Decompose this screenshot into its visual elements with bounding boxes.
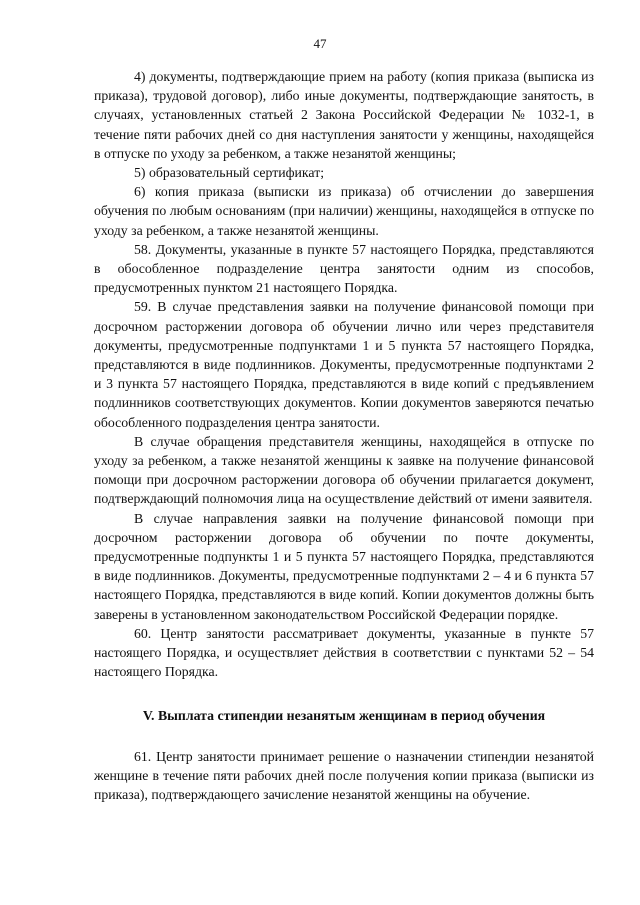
paragraph-subitem-5: 5) образовательный сертификат; [134, 165, 325, 181]
page-number: 47 [313, 36, 327, 51]
paragraph-59-by-mail: В случае направления заявки на получение финансовой помощи при досрочном расторжении договора об обучении по почте документы, предусмотренные подпункты 1 и 5 пункта 57 настоящего Порядка, представляются в виде подлинников. Документы, предусмотренные подпунктами 2 – 4 и 6 пункта 57 настоящего Порядка, представляются в виде копий. Копии документов должны быть заверены в установленном законодательством Российской Федерации порядке. [94, 510, 594, 622]
paragraph-61: 61. Центр занятости принимает решение о назначении стипендии незанятой женщине в течение пяти рабочих дней после получения копии приказа (выписки из приказа), подтверждающего зачисление незанятой женщины на обучение. [94, 748, 594, 803]
section-heading: V. Выплата стипендии незанятым женщинам в период обучения [142, 707, 546, 723]
paragraph-60: 60. Центр занятости рассматривает документы, указанные в пункте 57 настоящего Порядка, и осуществляет действия в соответствии с пунктами 52 – 54 настоящего Порядка. [94, 625, 594, 680]
document-body [94, 67, 594, 804]
paragraph-subitem-6: 6) копия приказа (выписки из приказа) об отчислении до завершения обучения по любым основаниям (при наличии) женщины, находящейся в отпуске по уходу за ребенком, а также незанятой женщины. [94, 184, 594, 238]
paragraph-subitem-4: 4) документы, подтверждающие прием на работу (копия приказа (выписка из приказа), трудовой договор), либо иные документы, подтверждающие занятость, в случаях, установленных статьей 2 Закона Российской Федерации № 1032-1, в течение пяти рабочих дней со дня наступления занятости у женщины, находящейся в отпуске по уходу за ребенком, а также незанятой женщины; [94, 69, 594, 161]
paragraph-58: 58. Документы, указанные в пункте 57 настоящего Порядка, представляются в обособленное подразделение центра занятости одним из способов, предусмотренных пунктом 21 настоящего Порядка. [94, 241, 594, 296]
paragraph-59: 59. В случае представления заявки на получение финансовой помощи при досрочном расторжении договора об обучении лично или через представителя документы, предусмотренные подпунктами 1 и 5 пункта 57 настоящего Порядка, представляются в виде подлинников. Документы, предусмотренные подпунктами 2 и 3 пункта 57 настоящего Порядка, представляются в виде копий с предъявлением подлинников соответствующих документов. Копии документов заверяются печатью обособленного подразделения центра занятости. [94, 299, 594, 430]
paragraph-59-representative: В случае обращения представителя женщины, находящейся в отпуске по уходу за ребенком, а также незанятой женщины к заявке на получение финансовой помощи при досрочном расторжении договора об обучении прилагается документ, подтверждающий полномочия лица на осуществление действий от имени заявителя. [94, 433, 594, 507]
